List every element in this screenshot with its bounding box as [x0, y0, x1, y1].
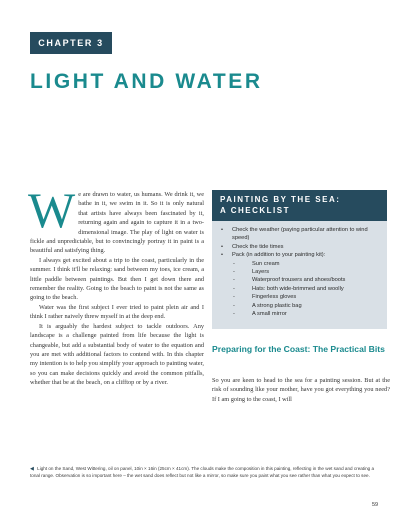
intro-paragraph-1 [28, 182, 204, 256]
bullet-icon: • [221, 227, 223, 233]
checklist-subitem [220, 268, 379, 276]
checklist-subitem [220, 310, 379, 318]
dash-icon: - [233, 285, 235, 292]
intro-column [28, 182, 204, 388]
checklist-items [212, 221, 387, 318]
checklist-subitem [220, 260, 379, 268]
section-body [212, 376, 390, 404]
checklist-title [212, 190, 387, 221]
intro-paragraph-1-text: e are drawn to water, us humans. We drink it, we bathe in it, we swim in it. So it is only natural that artists have always been fascinated by it, returning again and again to capture it in a two-dimensional image. The play of light on water is fickle and unpredictable, but to convincingly portray it in paint is a beautiful and satisfying thing. [30, 191, 204, 255]
checklist-subitem-text: A strong plastic bag [252, 302, 302, 309]
checklist-box [212, 190, 387, 329]
checklist-subitem [220, 276, 379, 284]
checklist-title-line-2: A CHECKLIST [220, 205, 290, 215]
dash-icon: - [233, 302, 235, 309]
checklist-title-line-1: PAINTING BY THE SEA: [220, 195, 341, 204]
bullet-icon: • [221, 252, 223, 259]
chapter-label: CHAPTER 3 [30, 32, 112, 54]
dash-icon: - [233, 260, 235, 267]
intro-paragraph-4: It is arguably the hardest subject to tackle outdoors. Any landscape is a challenge painted from life because the light is changeable, but add a substantial body of water to the equation and you are met with additional factors to contend with. In this chapter my intention is to help you simplify your approach to painting water, so you can make decisions quickly and avoid the common pitfalls, whether that be at the beach, on a clifftop or by a river. [30, 322, 204, 387]
checklist-item [220, 251, 379, 259]
dash-icon: - [233, 294, 235, 301]
checklist-item-text: Pack (in addition to your painting kit): [232, 252, 326, 259]
checklist-item [220, 243, 379, 251]
dropcap-letter: W [28, 182, 76, 238]
checklist-item-text: Check the tide times [232, 243, 284, 250]
page-number: 59 [372, 502, 379, 508]
checklist-subitem-text: Fingerless gloves [252, 294, 297, 301]
bullet-icon: • [221, 243, 223, 250]
checklist-item-text: Check the weather (paying particular attention to wind speed) [232, 227, 368, 242]
checklist-subitem-text: A small mirror [252, 311, 287, 318]
intro-paragraph-2: I always get excited about a trip to the coast, particularly in the summer. I think it'll be relaxing: sand between my toes, ice cream, a little paddle between paintings. But then I get down there and remember the reality. Going to the beach to paint is not the same as going to the beach. [30, 256, 204, 302]
intro-paragraph-3: Water was the first subject I ever tried to paint plein air and I think I rather naively threw myself in at the deep end. [30, 303, 204, 321]
checklist-subitem-text: Waterproof trousers and shoes/boots [252, 277, 346, 284]
checklist-subitem-text: Sun cream [252, 260, 280, 267]
image-caption [30, 466, 380, 479]
checklist-subitem [220, 302, 379, 310]
dash-icon: - [233, 311, 235, 318]
checklist-subitem [220, 285, 379, 293]
checklist-subitem-text: Layers [252, 269, 270, 276]
section-heading: Preparing for the Coast: The Practical Bits [212, 344, 385, 354]
checklist-subitem [220, 293, 379, 301]
section-paragraph: So you are keen to head to the sea for a painting session. But at the risk of sounding like your mother, have you got everything you need? If I am going to the coast, I will [212, 377, 390, 403]
dash-icon: - [233, 269, 235, 276]
checklist-item [220, 226, 379, 243]
caption-arrow-icon: ◀ [30, 466, 34, 472]
caption-text: Light on the Sand, West Wittering, oil on panel, 10in × 16in (25cm × 41cm). The clouds make the composition in this painting, reflecting in the wet sand and creating a tonal range. Observation is so important here – the wet sand does reflect but not like a mirror, so make sure you paint what you see rather than what you expect to see. [30, 466, 375, 478]
chapter-title: LIGHT AND WATER [30, 70, 263, 93]
dash-icon: - [233, 277, 235, 284]
checklist-subitem-text: Hats: both wide-brimmed and woolly [252, 285, 344, 292]
